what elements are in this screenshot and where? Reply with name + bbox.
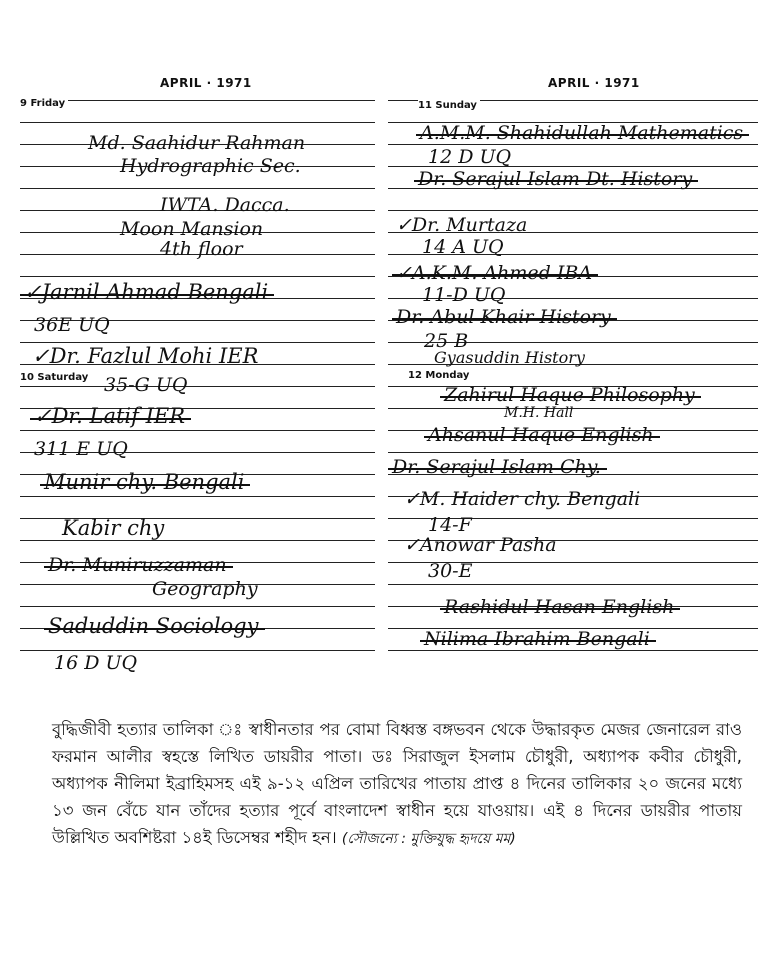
diary-entry: 30-E xyxy=(428,560,473,582)
diary-entry: ✓Anowar Pasha xyxy=(404,534,557,556)
diary-entry: Geography xyxy=(152,578,258,600)
ruled-line xyxy=(388,144,758,145)
caption-text: বুদ্ধিজীবী হত্যার তালিকা ঃ স্বাধীনতার পর বোমা বিধ্বস্ত বঙ্গভবন থেকে উদ্ধারকৃত মেজর জেনারেল রাও ফরমান আলীর স্বহস্তে লিখিত ডায়রীর পাতা। ডঃ সিরাজুল ইসলাম চৌধুরী, অধ্যাপক কবীর চৌধুরী, অধ্যাপক নীলিমা ইব্রাহিমসহ এই ৯-১২ এপ্রিল তারিখের পাতায় প্রাপ্ত ৪ দিনের তালিকার ২০ জনের মধ্যে ১৩ জন বেঁচে যান তাঁদের হত্যার পূর্বে বাংলাদেশ স্বাধীন হয়ে যাওয়ায়। এই ৪ দিনের ডায়রীর পাতায় উল্লিখিত অবশিষ্টরা ১৪ই ডিসেম্বর শহীদ হন। xyxy=(52,720,742,847)
caption xyxy=(52,716,742,853)
diary-entry: ✓Dr. Latif IER xyxy=(34,404,186,428)
diary-entry: ✓Dr. Fazlul Mohi IER xyxy=(32,344,259,368)
day-label-friday: 9 Friday xyxy=(20,98,68,109)
diary-entry: Saduddin Sociology xyxy=(48,614,259,638)
diary-entry: Zahirul Haque Philosophy xyxy=(444,384,695,406)
ruled-line xyxy=(20,430,375,431)
diary-entry: Moon Mansion xyxy=(120,218,264,240)
diary-entry: Kabir chy xyxy=(62,516,165,540)
ruled-line xyxy=(20,100,375,101)
caption-courtesy: (সৌজন্যে : মুক্তিযুদ্ধ হৃদয়ে মম) xyxy=(341,831,516,847)
diary-entry: 4th floor xyxy=(160,238,243,260)
diary-entry: 311 E UQ xyxy=(34,438,128,460)
diary-entry: 36E UQ xyxy=(34,314,110,336)
ruled-line xyxy=(20,342,375,343)
diary-entry: Dr. Serajul Islam Dt. History xyxy=(418,168,693,190)
diary-entry: 25 B xyxy=(424,330,469,352)
ruled-line xyxy=(388,452,758,453)
diary-entry: Munir chy. Bengali xyxy=(44,470,245,494)
day-label-monday: 12 Monday xyxy=(408,370,472,381)
diary-entry: IWTA. Dacca. xyxy=(160,194,290,216)
ruled-line xyxy=(20,122,375,123)
diary-entry: 14-F xyxy=(428,514,472,536)
diary-entry: 35-G UQ xyxy=(104,374,188,396)
ruled-line xyxy=(20,540,375,541)
diary-entry: 14 A UQ xyxy=(422,236,504,258)
diary-entry: Hydrographic Sec. xyxy=(120,155,301,177)
diary-entry: Rashidul Hasan English xyxy=(444,596,675,618)
ruled-line xyxy=(20,496,375,497)
diary-page-right xyxy=(388,70,758,690)
day-label-sunday: 11 Sunday xyxy=(418,100,480,111)
diary-page-left xyxy=(20,70,375,690)
diary-entry: Dr. Abul Khair History xyxy=(396,306,611,328)
page-header-right: APRIL · 1971 xyxy=(548,76,640,90)
diary-entry: Gyasuddin History xyxy=(434,348,585,367)
day-label-saturday: 10 Saturday xyxy=(20,372,91,383)
ruled-line xyxy=(20,276,375,277)
diary-entry: Md. Saahidur Rahman xyxy=(88,132,306,154)
ruled-line xyxy=(388,650,758,651)
diary-entry: A.M.M. Shahidullah Mathematics xyxy=(420,122,744,144)
ruled-line xyxy=(388,210,758,211)
diary-entry: 16 D UQ xyxy=(54,652,138,674)
diary-entry: 12 D UQ xyxy=(428,146,512,168)
diary-entry: Nilima Ibrahim Bengali xyxy=(424,628,650,650)
diary-entry: 11-D UQ xyxy=(422,284,506,306)
ruled-line xyxy=(20,606,375,607)
page-header-left: APRIL · 1971 xyxy=(160,76,252,90)
ruled-line xyxy=(20,386,375,387)
diary-entry: Dr. Muniruzzaman xyxy=(48,554,227,576)
diary-entry: ✓Dr. Murtaza xyxy=(396,214,528,236)
diary-entry: Dr. Serajul Islam Chy. xyxy=(392,456,601,478)
diary-entry: M.H. Hall xyxy=(504,405,574,421)
diary-entry: ✓Jarnil Ahmad Bengali xyxy=(24,280,269,304)
ruled-line xyxy=(20,650,375,651)
diary-entry: ✓M. Haider chy. Bengali xyxy=(404,488,641,510)
diary-entry: ✓A.K.M. Ahmed IBA xyxy=(396,262,593,284)
diary-entry: Ahsanul Haque English xyxy=(428,424,654,446)
ruled-line xyxy=(20,188,375,189)
ruled-line xyxy=(388,584,758,585)
